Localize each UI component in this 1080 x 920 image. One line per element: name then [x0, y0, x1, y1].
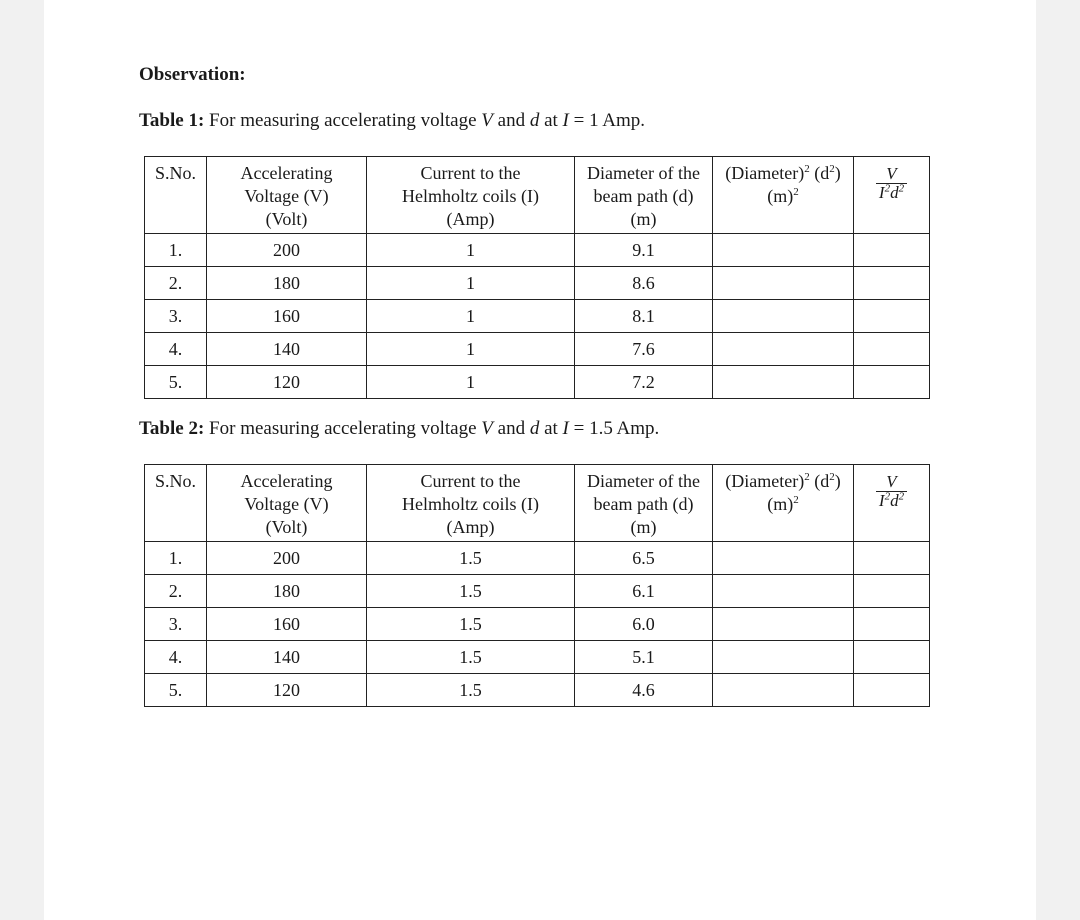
- cell-ratio: [854, 366, 930, 399]
- cell-ratio: [854, 674, 930, 707]
- cell-sno: 3.: [145, 300, 207, 333]
- cell-voltage: 140: [207, 333, 367, 366]
- cell-voltage: 180: [207, 267, 367, 300]
- cell-voltage: 160: [207, 608, 367, 641]
- cell-diameter-squared: [713, 333, 854, 366]
- cell-voltage: 140: [207, 641, 367, 674]
- cell-voltage: 120: [207, 366, 367, 399]
- table1-caption-text-2: and: [492, 110, 530, 131]
- cell-diameter-squared: [713, 641, 854, 674]
- cell-current: 1.5: [367, 674, 575, 707]
- table2-header-voltage: Accelerating Voltage (V) (Volt): [207, 465, 367, 542]
- table2-caption-v: V: [481, 418, 493, 439]
- table1-header-ratio: [854, 157, 930, 234]
- table1-header-row: [145, 157, 930, 234]
- table-row: [145, 542, 930, 575]
- table-row: [145, 641, 930, 674]
- table2-caption-i: I: [562, 418, 569, 439]
- cell-sno: 5.: [145, 674, 207, 707]
- cell-diameter: 8.1: [575, 300, 713, 333]
- table2-header-diameter-squared: (Diameter)$^2$ $(d^2)$ $(m)^2$: [713, 465, 854, 542]
- table2-caption-text-2: and: [492, 418, 530, 439]
- cell-current: 1.5: [367, 542, 575, 575]
- cell-voltage: 200: [207, 234, 367, 267]
- cell-ratio: [854, 267, 930, 300]
- cell-sno: 2.: [145, 575, 207, 608]
- table1-caption-d: d: [529, 110, 540, 131]
- cell-diameter: 6.0: [575, 608, 713, 641]
- cell-ratio: [854, 608, 930, 641]
- table2-header-sno: S.No.: [145, 465, 207, 542]
- table-row: [145, 674, 930, 707]
- table2-caption-d: d: [529, 418, 540, 439]
- cell-voltage: 180: [207, 575, 367, 608]
- table1-caption-text-1: For measuring accelerating voltage: [204, 110, 482, 131]
- cell-diameter: 5.1: [575, 641, 713, 674]
- cell-diameter-squared: [713, 234, 854, 267]
- table1-ratio-fraction: $\frac{V}{I^2d^2}$: [876, 165, 907, 202]
- cell-sno: 3.: [145, 608, 207, 641]
- table1-caption: [139, 110, 645, 132]
- table1-header-sno: S.No.: [145, 157, 207, 234]
- table1-caption-text-4: = 1 Amp.: [568, 110, 646, 131]
- cell-current: 1: [367, 300, 575, 333]
- table-row: [145, 366, 930, 399]
- table1-caption-text-3: at: [539, 110, 563, 131]
- table2-caption-label: Table 2:: [139, 418, 205, 439]
- cell-sno: 1.: [145, 542, 207, 575]
- table1-header-current: Current to the Helmholtz coils (I) (Amp): [367, 157, 575, 234]
- table1-caption-i: I: [562, 110, 569, 131]
- cell-ratio: [854, 333, 930, 366]
- cell-current: 1: [367, 333, 575, 366]
- table-row: [145, 608, 930, 641]
- cell-diameter: 6.1: [575, 575, 713, 608]
- cell-current: 1: [367, 234, 575, 267]
- cell-current: 1.5: [367, 641, 575, 674]
- table2-caption-text-1: For measuring accelerating voltage: [204, 418, 482, 439]
- cell-ratio: [854, 234, 930, 267]
- table2-header-ratio: [854, 465, 930, 542]
- cell-diameter-squared: [713, 575, 854, 608]
- cell-voltage: 120: [207, 674, 367, 707]
- cell-diameter-squared: [713, 542, 854, 575]
- cell-diameter-squared: [713, 300, 854, 333]
- table1-caption-v: V: [481, 110, 493, 131]
- table2: [144, 464, 930, 707]
- cell-diameter-squared: [713, 674, 854, 707]
- cell-ratio: [854, 542, 930, 575]
- cell-sno: 5.: [145, 366, 207, 399]
- cell-sno: 1.: [145, 234, 207, 267]
- table2-caption-text-4: = 1.5 Amp.: [568, 418, 660, 439]
- cell-diameter-squared: [713, 267, 854, 300]
- table2-ratio-fraction: $\frac{V}{I^2d^2}$: [876, 473, 907, 510]
- table2-header-current: Current to the Helmholtz coils (I) (Amp): [367, 465, 575, 542]
- cell-sno: 2.: [145, 267, 207, 300]
- table1-header-diameter: Diameter of the beam path (d) (m): [575, 157, 713, 234]
- table1-caption-label: Table 1:: [139, 110, 205, 131]
- cell-diameter: 7.6: [575, 333, 713, 366]
- table2-header-row: [145, 465, 930, 542]
- cell-diameter-squared: [713, 608, 854, 641]
- table-row: [145, 333, 930, 366]
- cell-voltage: 200: [207, 542, 367, 575]
- cell-diameter: 8.6: [575, 267, 713, 300]
- table-row: [145, 267, 930, 300]
- cell-current: 1.5: [367, 575, 575, 608]
- cell-ratio: [854, 575, 930, 608]
- cell-current: 1.5: [367, 608, 575, 641]
- cell-current: 1: [367, 366, 575, 399]
- cell-sno: 4.: [145, 641, 207, 674]
- table-row: [145, 234, 930, 267]
- table-row: [145, 575, 930, 608]
- cell-diameter: 9.1: [575, 234, 713, 267]
- cell-diameter: 7.2: [575, 366, 713, 399]
- table2-header-diameter: Diameter of the beam path (d) (m): [575, 465, 713, 542]
- observation-heading: Observation:: [139, 64, 246, 85]
- table1: [144, 156, 930, 399]
- cell-diameter: 6.5: [575, 542, 713, 575]
- table2-caption-text-3: at: [539, 418, 563, 439]
- cell-sno: 4.: [145, 333, 207, 366]
- cell-diameter-squared: [713, 366, 854, 399]
- table1-header-voltage: Accelerating Voltage (V) (Volt): [207, 157, 367, 234]
- cell-voltage: 160: [207, 300, 367, 333]
- table-row: [145, 300, 930, 333]
- table2-caption: [139, 418, 659, 440]
- cell-ratio: [854, 641, 930, 674]
- cell-current: 1: [367, 267, 575, 300]
- cell-ratio: [854, 300, 930, 333]
- table1-header-diameter-squared: (Diameter)$^2$ $(d^2)$ $(m)^2$: [713, 157, 854, 234]
- cell-diameter: 4.6: [575, 674, 713, 707]
- document-page: [44, 0, 1036, 920]
